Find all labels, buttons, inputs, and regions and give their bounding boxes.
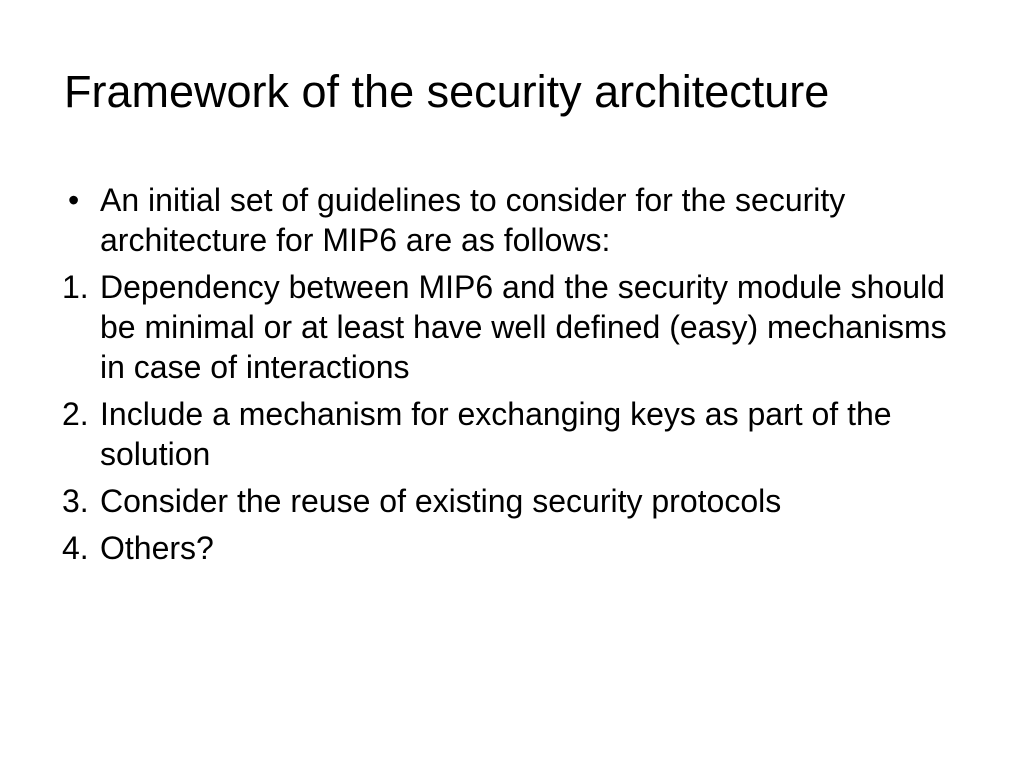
slide-title: Framework of the security architecture [64, 66, 830, 117]
list-item [62, 180, 972, 260]
list-item [62, 394, 972, 474]
list-item-text: Consider the reuse of existing security protocols [100, 483, 782, 519]
number-marker: 1. [62, 269, 89, 305]
list-item-text: Others? [100, 530, 214, 566]
slide-content-list [62, 180, 972, 575]
list-item [62, 481, 972, 521]
bullet-marker: • [68, 182, 80, 218]
list-item-text: Dependency between MIP6 and the security module should be minimal or at least have well defined (easy) mechanisms in case of interactions [100, 269, 947, 385]
list-item [62, 267, 972, 387]
number-marker: 3. [62, 483, 89, 519]
list-item [62, 528, 972, 568]
list-item-text: Include a mechanism for exchanging keys as part of the solution [100, 396, 892, 472]
number-marker: 4. [62, 530, 89, 566]
number-marker: 2. [62, 396, 89, 432]
list-item-text: An initial set of guidelines to consider for the security architecture for MIP6 are as follows: [100, 182, 846, 258]
